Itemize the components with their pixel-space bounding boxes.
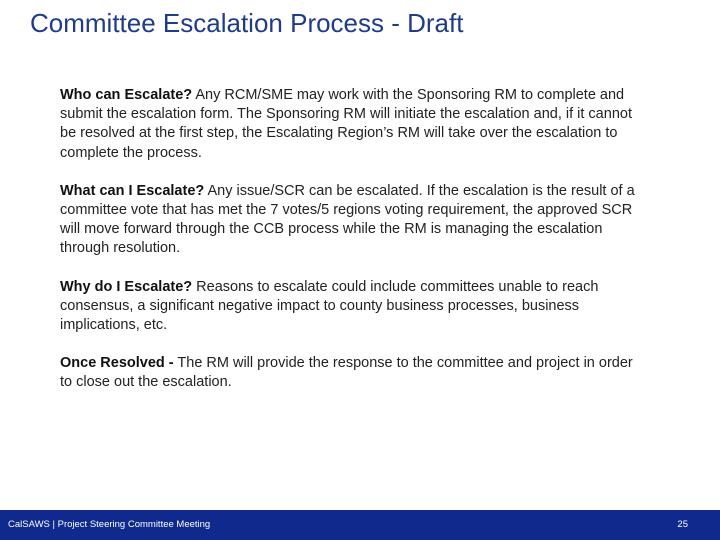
page-number: 25 — [677, 519, 688, 530]
slide-body — [60, 86, 640, 412]
footer-bar — [0, 510, 720, 540]
paragraph-lead: What can I Escalate? — [60, 182, 205, 199]
paragraph-why-do-i-escalate — [60, 278, 640, 336]
paragraph-lead: Once Resolved - — [60, 355, 174, 372]
paragraph-text: Any RCM/SME may work with the Sponsoring RM to complete and submit the escalation form. The Sponsoring RM will initiate the escalation and, if it cannot be resolved at the first step, the Escalating Region’s RM will take over the escalation to complete the process. — [60, 87, 632, 161]
paragraph-lead: Why do I Escalate? — [60, 278, 193, 295]
slide-title: Committee Escalation Process - Draft — [30, 8, 464, 38]
paragraph-text: Reasons to escalate could include committees unable to reach consensus, a significant negative impact to county business processes, business implications, etc. — [60, 278, 599, 334]
footer-text: CalSAWS | Project Steering Committee Meeting — [8, 519, 211, 530]
paragraph-what-can-i-escalate — [60, 182, 640, 259]
paragraph-lead: Who can Escalate? — [60, 87, 193, 103]
paragraph-text: Any issue/SCR can be escalated. If the escalation is the result of a committee vote that has met the 7 votes/5 regions voting requirement, the approved SCR will move forward through the CCB process while the RM is managing the escalation through resolution. — [60, 182, 635, 257]
paragraph-text: The RM will provide the response to the committee and project in order to close out the escalation. — [60, 355, 633, 391]
paragraph-once-resolved — [60, 354, 640, 392]
paragraph-who-can-escalate — [60, 86, 640, 163]
